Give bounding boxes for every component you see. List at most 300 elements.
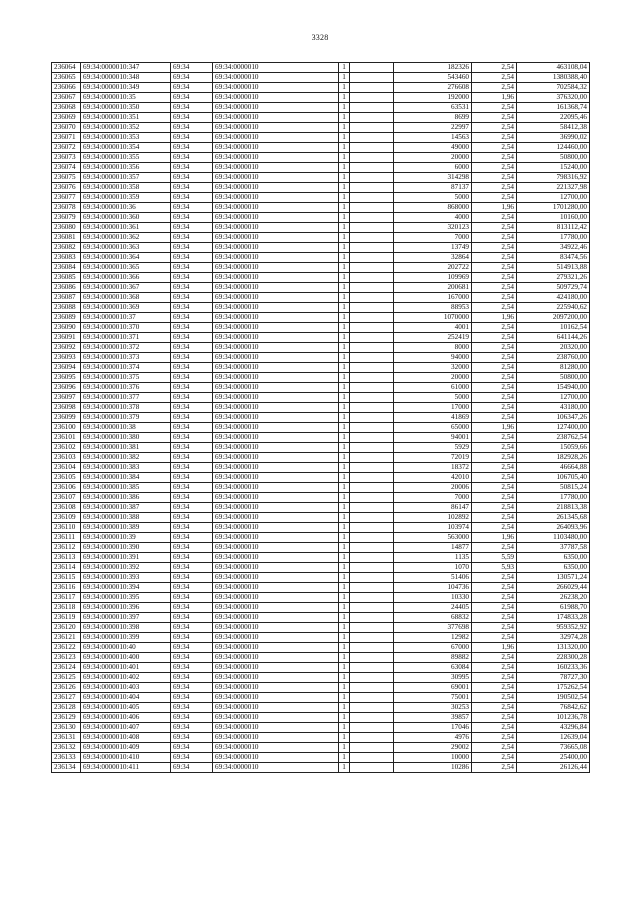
table-row bbox=[52, 733, 590, 743]
record-id-cell: 236083 bbox=[52, 253, 81, 263]
cadastral-block-cell: 69:34:0000010 bbox=[213, 433, 339, 443]
area-cell: 87137 bbox=[394, 183, 472, 193]
specific-value-cell: 1,96 bbox=[472, 643, 517, 653]
cadastral-value-cell: 50815,24 bbox=[517, 483, 590, 493]
cadastral-number-cell: 69:34:0000010:397 bbox=[81, 613, 171, 623]
cadastral-block-cell: 69:34:0000010 bbox=[213, 143, 339, 153]
cadastral-value-cell: 81280,00 bbox=[517, 363, 590, 373]
district-code-cell: 69:34 bbox=[171, 663, 213, 673]
record-id-cell: 236091 bbox=[52, 333, 81, 343]
specific-value-cell: 2,54 bbox=[472, 573, 517, 583]
cadastral-block-cell: 69:34:0000010 bbox=[213, 233, 339, 243]
record-id-cell: 236103 bbox=[52, 453, 81, 463]
category-cell: 1 bbox=[339, 433, 350, 443]
cadastral-block-cell: 69:34:0000010 bbox=[213, 743, 339, 753]
table-row bbox=[52, 383, 590, 393]
category-cell: 1 bbox=[339, 453, 350, 463]
empty-cell bbox=[350, 553, 394, 563]
district-code-cell: 69:34 bbox=[171, 553, 213, 563]
cadastral-value-cell: 73665,08 bbox=[517, 743, 590, 753]
table-row bbox=[52, 83, 590, 93]
cadastral-block-cell: 69:34:0000010 bbox=[213, 73, 339, 83]
area-cell: 20000 bbox=[394, 153, 472, 163]
category-cell: 1 bbox=[339, 543, 350, 553]
table-row bbox=[52, 363, 590, 373]
area-cell: 24405 bbox=[394, 603, 472, 613]
empty-cell bbox=[350, 483, 394, 493]
cadastral-block-cell: 69:34:0000010 bbox=[213, 83, 339, 93]
cadastral-number-cell: 69:34:0000010:367 bbox=[81, 283, 171, 293]
district-code-cell: 69:34 bbox=[171, 283, 213, 293]
specific-value-cell: 2,54 bbox=[472, 523, 517, 533]
category-cell: 1 bbox=[339, 323, 350, 333]
cadastral-value-cell: 106705,40 bbox=[517, 473, 590, 483]
area-cell: 7000 bbox=[394, 233, 472, 243]
specific-value-cell: 2,54 bbox=[472, 263, 517, 273]
empty-cell bbox=[350, 643, 394, 653]
cadastral-number-cell: 69:34:0000010:385 bbox=[81, 483, 171, 493]
table-row bbox=[52, 653, 590, 663]
empty-cell bbox=[350, 243, 394, 253]
area-cell: 14563 bbox=[394, 133, 472, 143]
specific-value-cell: 2,54 bbox=[472, 483, 517, 493]
cadastral-block-cell: 69:34:0000010 bbox=[213, 733, 339, 743]
area-cell: 75001 bbox=[394, 693, 472, 703]
category-cell: 1 bbox=[339, 713, 350, 723]
specific-value-cell: 2,54 bbox=[472, 593, 517, 603]
record-id-cell: 236077 bbox=[52, 193, 81, 203]
cadastral-block-cell: 69:34:0000010 bbox=[213, 193, 339, 203]
district-code-cell: 69:34 bbox=[171, 643, 213, 653]
area-cell: 72019 bbox=[394, 453, 472, 463]
district-code-cell: 69:34 bbox=[171, 233, 213, 243]
cadastral-block-cell: 69:34:0000010 bbox=[213, 503, 339, 513]
area-cell: 4001 bbox=[394, 323, 472, 333]
table-row bbox=[52, 103, 590, 113]
record-id-cell: 236132 bbox=[52, 743, 81, 753]
category-cell: 1 bbox=[339, 313, 350, 323]
cadastral-value-cell: 2097200,00 bbox=[517, 313, 590, 323]
cadastral-value-cell: 12700,00 bbox=[517, 393, 590, 403]
empty-cell bbox=[350, 633, 394, 643]
district-code-cell: 69:34 bbox=[171, 753, 213, 763]
area-cell: 200681 bbox=[394, 283, 472, 293]
record-id-cell: 236081 bbox=[52, 233, 81, 243]
area-cell: 32000 bbox=[394, 363, 472, 373]
record-id-cell: 236107 bbox=[52, 493, 81, 503]
empty-cell bbox=[350, 83, 394, 93]
cadastral-number-cell: 69:34:0000010:363 bbox=[81, 243, 171, 253]
category-cell: 1 bbox=[339, 203, 350, 213]
specific-value-cell: 2,54 bbox=[472, 233, 517, 243]
cadastral-block-cell: 69:34:0000010 bbox=[213, 273, 339, 283]
table-row bbox=[52, 393, 590, 403]
empty-cell bbox=[350, 693, 394, 703]
cadastral-value-cell: 131320,00 bbox=[517, 643, 590, 653]
cadastral-value-cell: 76842,62 bbox=[517, 703, 590, 713]
record-id-cell: 236111 bbox=[52, 533, 81, 543]
cadastral-number-cell: 69:34:0000010:373 bbox=[81, 353, 171, 363]
area-cell: 10330 bbox=[394, 593, 472, 603]
cadastral-block-cell: 69:34:0000010 bbox=[213, 763, 339, 773]
table-row bbox=[52, 263, 590, 273]
category-cell: 1 bbox=[339, 63, 350, 73]
cadastral-value-cell: 160233,36 bbox=[517, 663, 590, 673]
district-code-cell: 69:34 bbox=[171, 93, 213, 103]
record-id-cell: 236085 bbox=[52, 273, 81, 283]
record-id-cell: 236116 bbox=[52, 583, 81, 593]
specific-value-cell: 2,54 bbox=[472, 663, 517, 673]
empty-cell bbox=[350, 433, 394, 443]
cadastral-block-cell: 69:34:0000010 bbox=[213, 343, 339, 353]
cadastral-value-cell: 182928,26 bbox=[517, 453, 590, 463]
cadastral-value-cell: 424180,00 bbox=[517, 293, 590, 303]
specific-value-cell: 2,54 bbox=[472, 303, 517, 313]
district-code-cell: 69:34 bbox=[171, 223, 213, 233]
district-code-cell: 69:34 bbox=[171, 443, 213, 453]
record-id-cell: 236090 bbox=[52, 323, 81, 333]
record-id-cell: 236068 bbox=[52, 103, 81, 113]
empty-cell bbox=[350, 423, 394, 433]
cadastral-block-cell: 69:34:0000010 bbox=[213, 583, 339, 593]
cadastral-number-cell: 69:34:0000010:376 bbox=[81, 383, 171, 393]
category-cell: 1 bbox=[339, 223, 350, 233]
empty-cell bbox=[350, 123, 394, 133]
cadastral-number-cell: 69:34:0000010:389 bbox=[81, 523, 171, 533]
record-id-cell: 236070 bbox=[52, 123, 81, 133]
cadastral-value-cell: 6350,00 bbox=[517, 553, 590, 563]
cadastral-number-cell: 69:34:0000010:402 bbox=[81, 673, 171, 683]
area-cell: 49000 bbox=[394, 143, 472, 153]
cadastral-block-cell: 69:34:0000010 bbox=[213, 173, 339, 183]
area-cell: 30253 bbox=[394, 703, 472, 713]
cadastral-number-cell: 69:34:0000010:355 bbox=[81, 153, 171, 163]
category-cell: 1 bbox=[339, 513, 350, 523]
area-cell: 1135 bbox=[394, 553, 472, 563]
cadastral-value-cell: 36990,02 bbox=[517, 133, 590, 143]
district-code-cell: 69:34 bbox=[171, 193, 213, 203]
cadastral-value-cell: 43180,00 bbox=[517, 403, 590, 413]
empty-cell bbox=[350, 293, 394, 303]
cadastral-number-cell: 69:34:0000010:368 bbox=[81, 293, 171, 303]
specific-value-cell: 2,54 bbox=[472, 673, 517, 683]
table-row bbox=[52, 453, 590, 463]
table-row bbox=[52, 253, 590, 263]
cadastral-number-cell: 69:34:0000010:35 bbox=[81, 93, 171, 103]
cadastral-number-cell: 69:34:0000010:388 bbox=[81, 513, 171, 523]
cadastral-number-cell: 69:34:0000010:365 bbox=[81, 263, 171, 273]
cadastral-block-cell: 69:34:0000010 bbox=[213, 493, 339, 503]
cadastral-value-cell: 32974,28 bbox=[517, 633, 590, 643]
table-row bbox=[52, 693, 590, 703]
record-id-cell: 236095 bbox=[52, 373, 81, 383]
record-id-cell: 236075 bbox=[52, 173, 81, 183]
cadastral-value-cell: 12639,04 bbox=[517, 733, 590, 743]
cadastral-number-cell: 69:34:0000010:393 bbox=[81, 573, 171, 583]
empty-cell bbox=[350, 393, 394, 403]
area-cell: 42010 bbox=[394, 473, 472, 483]
table-row bbox=[52, 523, 590, 533]
record-id-cell: 236109 bbox=[52, 513, 81, 523]
district-code-cell: 69:34 bbox=[171, 683, 213, 693]
empty-cell bbox=[350, 183, 394, 193]
category-cell: 1 bbox=[339, 633, 350, 643]
table-row bbox=[52, 763, 590, 773]
cadastral-number-cell: 69:34:0000010:357 bbox=[81, 173, 171, 183]
category-cell: 1 bbox=[339, 283, 350, 293]
cadastral-value-cell: 58412,38 bbox=[517, 123, 590, 133]
record-id-cell: 236119 bbox=[52, 613, 81, 623]
record-id-cell: 236092 bbox=[52, 343, 81, 353]
district-code-cell: 69:34 bbox=[171, 763, 213, 773]
table-row bbox=[52, 443, 590, 453]
table-row bbox=[52, 353, 590, 363]
cadastral-number-cell: 69:34:0000010:359 bbox=[81, 193, 171, 203]
specific-value-cell: 2,54 bbox=[472, 623, 517, 633]
specific-value-cell: 2,54 bbox=[472, 723, 517, 733]
district-code-cell: 69:34 bbox=[171, 253, 213, 263]
empty-cell bbox=[350, 723, 394, 733]
specific-value-cell: 2,54 bbox=[472, 473, 517, 483]
category-cell: 1 bbox=[339, 733, 350, 743]
category-cell: 1 bbox=[339, 83, 350, 93]
specific-value-cell: 2,54 bbox=[472, 293, 517, 303]
empty-cell bbox=[350, 363, 394, 373]
category-cell: 1 bbox=[339, 523, 350, 533]
district-code-cell: 69:34 bbox=[171, 453, 213, 463]
category-cell: 1 bbox=[339, 703, 350, 713]
record-id-cell: 236115 bbox=[52, 573, 81, 583]
category-cell: 1 bbox=[339, 73, 350, 83]
cadastral-value-cell: 10160,00 bbox=[517, 213, 590, 223]
cadastral-block-cell: 69:34:0000010 bbox=[213, 463, 339, 473]
cadastral-number-cell: 69:34:0000010:372 bbox=[81, 343, 171, 353]
specific-value-cell: 1,96 bbox=[472, 533, 517, 543]
cadastral-value-cell: 279321,26 bbox=[517, 273, 590, 283]
cadastral-block-cell: 69:34:0000010 bbox=[213, 513, 339, 523]
specific-value-cell: 2,54 bbox=[472, 383, 517, 393]
cadastral-number-cell: 69:34:0000010:410 bbox=[81, 753, 171, 763]
area-cell: 20000 bbox=[394, 373, 472, 383]
table-row bbox=[52, 313, 590, 323]
empty-cell bbox=[350, 753, 394, 763]
record-id-cell: 236089 bbox=[52, 313, 81, 323]
record-id-cell: 236101 bbox=[52, 433, 81, 443]
cadastral-block-cell: 69:34:0000010 bbox=[213, 163, 339, 173]
category-cell: 1 bbox=[339, 393, 350, 403]
record-id-cell: 236066 bbox=[52, 83, 81, 93]
table-row bbox=[52, 223, 590, 233]
record-id-cell: 236126 bbox=[52, 683, 81, 693]
cadastral-number-cell: 69:34:0000010:349 bbox=[81, 83, 171, 93]
district-code-cell: 69:34 bbox=[171, 573, 213, 583]
district-code-cell: 69:34 bbox=[171, 203, 213, 213]
area-cell: 10000 bbox=[394, 753, 472, 763]
empty-cell bbox=[350, 443, 394, 453]
cadastral-value-cell: 798316,92 bbox=[517, 173, 590, 183]
district-code-cell: 69:34 bbox=[171, 133, 213, 143]
area-cell: 63084 bbox=[394, 663, 472, 673]
district-code-cell: 69:34 bbox=[171, 513, 213, 523]
district-code-cell: 69:34 bbox=[171, 523, 213, 533]
category-cell: 1 bbox=[339, 743, 350, 753]
specific-value-cell: 2,54 bbox=[472, 443, 517, 453]
category-cell: 1 bbox=[339, 603, 350, 613]
district-code-cell: 69:34 bbox=[171, 373, 213, 383]
category-cell: 1 bbox=[339, 653, 350, 663]
empty-cell bbox=[350, 533, 394, 543]
cadastral-block-cell: 69:34:0000010 bbox=[213, 683, 339, 693]
empty-cell bbox=[350, 373, 394, 383]
category-cell: 1 bbox=[339, 693, 350, 703]
record-id-cell: 236121 bbox=[52, 633, 81, 643]
table-row bbox=[52, 143, 590, 153]
district-code-cell: 69:34 bbox=[171, 633, 213, 643]
cadastral-block-cell: 69:34:0000010 bbox=[213, 403, 339, 413]
cadastral-block-cell: 69:34:0000010 bbox=[213, 223, 339, 233]
cadastral-block-cell: 69:34:0000010 bbox=[213, 603, 339, 613]
district-code-cell: 69:34 bbox=[171, 713, 213, 723]
district-code-cell: 69:34 bbox=[171, 603, 213, 613]
cadastral-number-cell: 69:34:0000010:407 bbox=[81, 723, 171, 733]
specific-value-cell: 2,54 bbox=[472, 133, 517, 143]
category-cell: 1 bbox=[339, 723, 350, 733]
empty-cell bbox=[350, 543, 394, 553]
area-cell: 868000 bbox=[394, 203, 472, 213]
cadastral-block-cell: 69:34:0000010 bbox=[213, 643, 339, 653]
cadastral-number-cell: 69:34:0000010:381 bbox=[81, 443, 171, 453]
cadastral-block-cell: 69:34:0000010 bbox=[213, 473, 339, 483]
cadastral-number-cell: 69:34:0000010:406 bbox=[81, 713, 171, 723]
area-cell: 1070 bbox=[394, 563, 472, 573]
empty-cell bbox=[350, 133, 394, 143]
record-id-cell: 236086 bbox=[52, 283, 81, 293]
specific-value-cell: 5,59 bbox=[472, 553, 517, 563]
empty-cell bbox=[350, 503, 394, 513]
category-cell: 1 bbox=[339, 573, 350, 583]
cadastral-number-cell: 69:34:0000010:408 bbox=[81, 733, 171, 743]
table-row bbox=[52, 193, 590, 203]
area-cell: 4000 bbox=[394, 213, 472, 223]
category-cell: 1 bbox=[339, 93, 350, 103]
table-row bbox=[52, 663, 590, 673]
cadastral-number-cell: 69:34:0000010:366 bbox=[81, 273, 171, 283]
district-code-cell: 69:34 bbox=[171, 403, 213, 413]
table-row bbox=[52, 483, 590, 493]
category-cell: 1 bbox=[339, 273, 350, 283]
specific-value-cell: 2,54 bbox=[472, 323, 517, 333]
specific-value-cell: 2,54 bbox=[472, 113, 517, 123]
area-cell: 67000 bbox=[394, 643, 472, 653]
district-code-cell: 69:34 bbox=[171, 383, 213, 393]
cadastral-number-cell: 69:34:0000010:375 bbox=[81, 373, 171, 383]
record-id-cell: 236104 bbox=[52, 463, 81, 473]
record-id-cell: 236100 bbox=[52, 423, 81, 433]
cadastral-value-cell: 50800,00 bbox=[517, 373, 590, 383]
cadastral-block-cell: 69:34:0000010 bbox=[213, 623, 339, 633]
cadastral-number-cell: 69:34:0000010:411 bbox=[81, 763, 171, 773]
empty-cell bbox=[350, 273, 394, 283]
category-cell: 1 bbox=[339, 673, 350, 683]
specific-value-cell: 2,54 bbox=[472, 403, 517, 413]
category-cell: 1 bbox=[339, 163, 350, 173]
record-id-cell: 236117 bbox=[52, 593, 81, 603]
category-cell: 1 bbox=[339, 663, 350, 673]
area-cell: 30995 bbox=[394, 673, 472, 683]
category-cell: 1 bbox=[339, 553, 350, 563]
empty-cell bbox=[350, 653, 394, 663]
table-row bbox=[52, 503, 590, 513]
table-row bbox=[52, 133, 590, 143]
cadastral-block-cell: 69:34:0000010 bbox=[213, 353, 339, 363]
cadastral-value-cell: 130571,24 bbox=[517, 573, 590, 583]
table-row bbox=[52, 753, 590, 763]
table-row bbox=[52, 583, 590, 593]
cadastral-block-cell: 69:34:0000010 bbox=[213, 553, 339, 563]
area-cell: 12982 bbox=[394, 633, 472, 643]
table-row bbox=[52, 433, 590, 443]
specific-value-cell: 2,54 bbox=[472, 83, 517, 93]
specific-value-cell: 2,54 bbox=[472, 213, 517, 223]
specific-value-cell: 2,54 bbox=[472, 653, 517, 663]
district-code-cell: 69:34 bbox=[171, 173, 213, 183]
table-row bbox=[52, 723, 590, 733]
cadastral-block-cell: 69:34:0000010 bbox=[213, 203, 339, 213]
specific-value-cell: 2,54 bbox=[472, 193, 517, 203]
district-code-cell: 69:34 bbox=[171, 533, 213, 543]
empty-cell bbox=[350, 573, 394, 583]
cadastral-number-cell: 69:34:0000010:39 bbox=[81, 533, 171, 543]
specific-value-cell: 2,54 bbox=[472, 363, 517, 373]
specific-value-cell: 2,54 bbox=[472, 463, 517, 473]
table-row bbox=[52, 683, 590, 693]
empty-cell bbox=[350, 73, 394, 83]
record-id-cell: 236127 bbox=[52, 693, 81, 703]
category-cell: 1 bbox=[339, 613, 350, 623]
empty-cell bbox=[350, 253, 394, 263]
specific-value-cell: 2,54 bbox=[472, 183, 517, 193]
cadastral-number-cell: 69:34:0000010:369 bbox=[81, 303, 171, 313]
cadastral-number-cell: 69:34:0000010:395 bbox=[81, 593, 171, 603]
record-id-cell: 236133 bbox=[52, 753, 81, 763]
cadastral-block-cell: 69:34:0000010 bbox=[213, 253, 339, 263]
cadastral-block-cell: 69:34:0000010 bbox=[213, 153, 339, 163]
specific-value-cell: 2,54 bbox=[472, 753, 517, 763]
cadastral-number-cell: 69:34:0000010:390 bbox=[81, 543, 171, 553]
cadastral-block-cell: 69:34:0000010 bbox=[213, 213, 339, 223]
district-code-cell: 69:34 bbox=[171, 653, 213, 663]
district-code-cell: 69:34 bbox=[171, 503, 213, 513]
category-cell: 1 bbox=[339, 333, 350, 343]
cadastral-value-cell: 25400,00 bbox=[517, 753, 590, 763]
empty-cell bbox=[350, 513, 394, 523]
empty-cell bbox=[350, 663, 394, 673]
table-row bbox=[52, 473, 590, 483]
empty-cell bbox=[350, 473, 394, 483]
record-id-cell: 236067 bbox=[52, 93, 81, 103]
table-row bbox=[52, 63, 590, 73]
district-code-cell: 69:34 bbox=[171, 153, 213, 163]
empty-cell bbox=[350, 143, 394, 153]
specific-value-cell: 2,54 bbox=[472, 453, 517, 463]
table-row bbox=[52, 633, 590, 643]
specific-value-cell: 2,54 bbox=[472, 163, 517, 173]
table-row bbox=[52, 293, 590, 303]
cadastral-value-cell: 514913,88 bbox=[517, 263, 590, 273]
district-code-cell: 69:34 bbox=[171, 423, 213, 433]
specific-value-cell: 2,54 bbox=[472, 273, 517, 283]
category-cell: 1 bbox=[339, 243, 350, 253]
